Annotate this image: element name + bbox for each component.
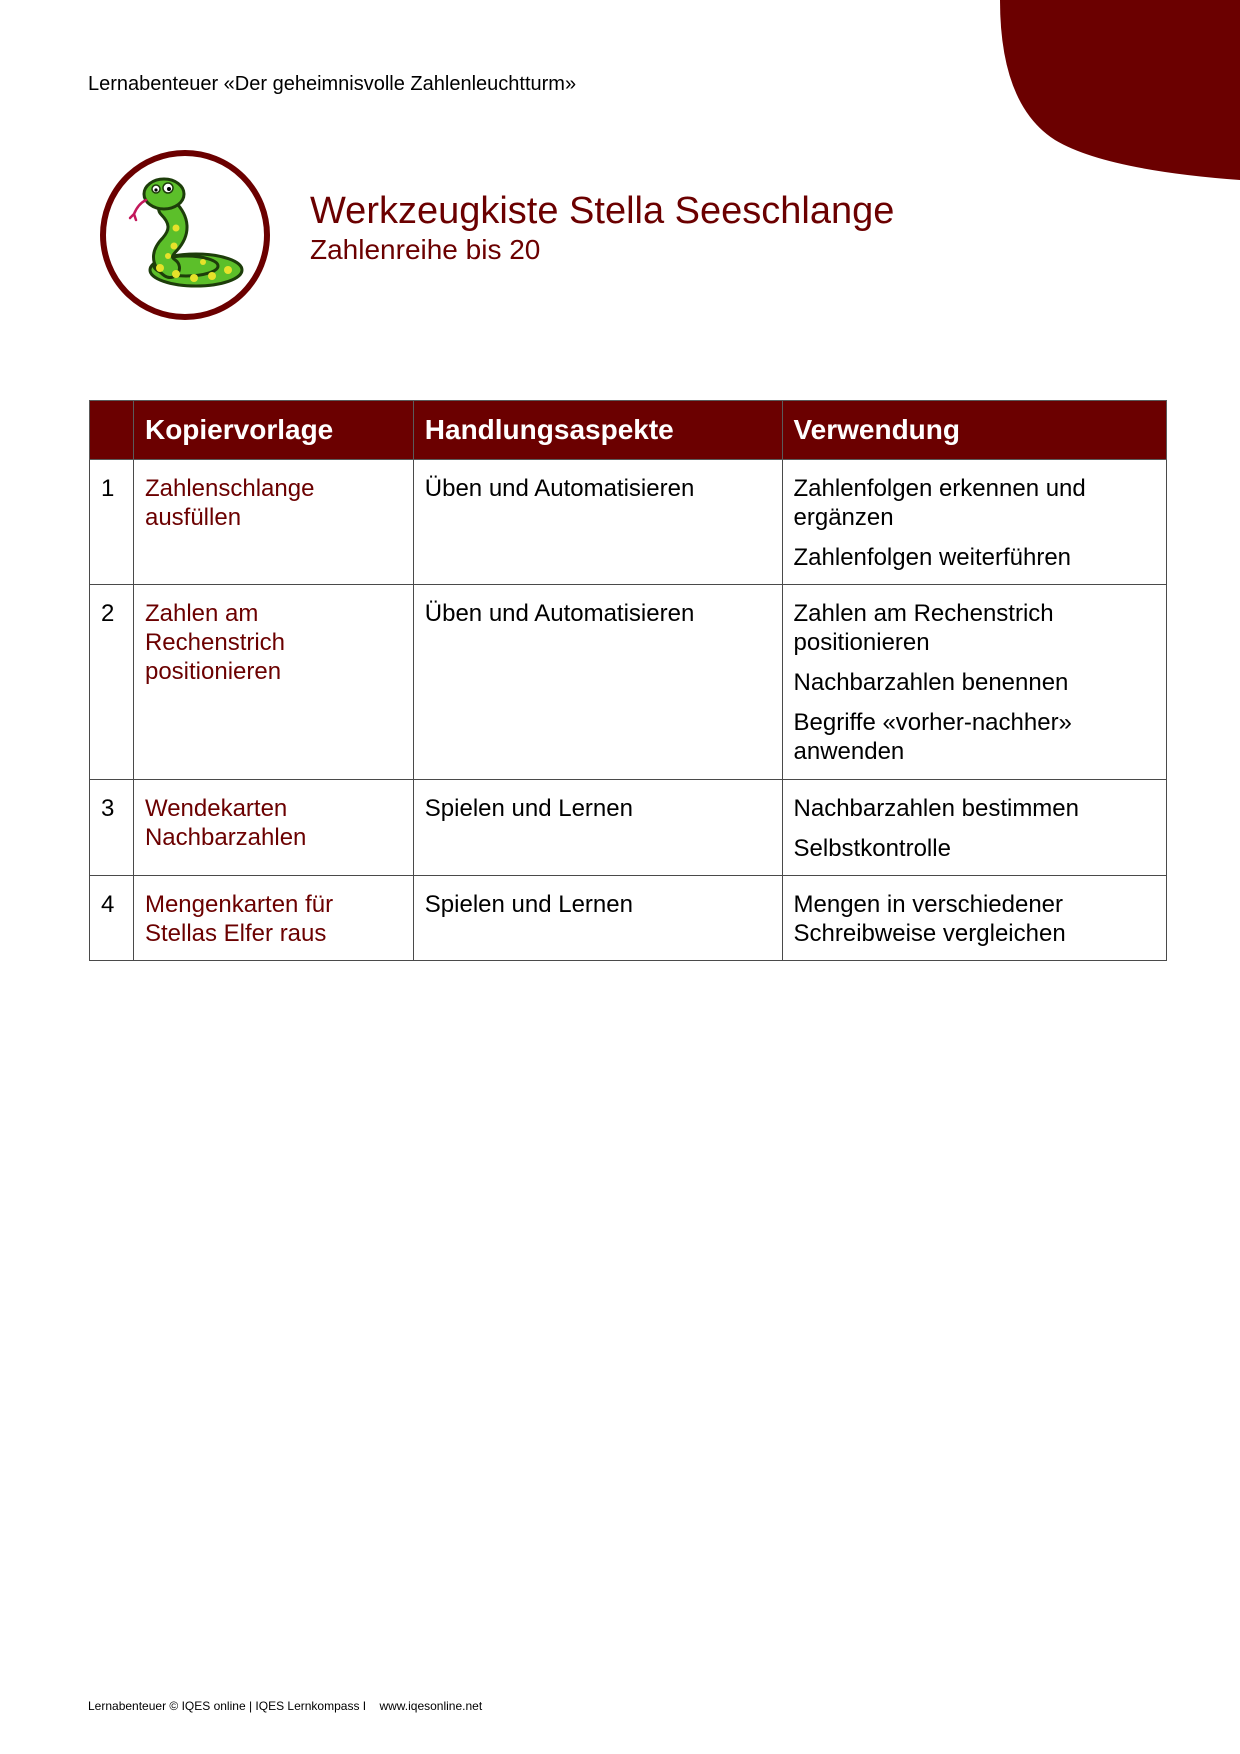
column-header-aspects: Handlungsaspekte	[413, 401, 782, 460]
usage-cell	[782, 460, 1166, 585]
table-row	[90, 876, 1167, 961]
row-number: 1	[90, 460, 134, 585]
column-header-usage: Verwendung	[782, 401, 1166, 460]
usage-item: Mengen in verschiedener Schreibweise vergleichen	[793, 891, 1066, 947]
template-name: Zahlenschlange ausfüllen	[133, 460, 413, 585]
document-header: Lernabenteuer «Der geheimnisvolle Zahlenleuchtturm»	[88, 73, 577, 95]
action-aspect: Üben und Automatisieren	[413, 585, 782, 780]
row-number: 3	[90, 780, 134, 876]
usage-item: Selbstkontrolle	[793, 835, 951, 862]
usage-item: Begriffe «vorher-nachher» anwenden	[793, 709, 1072, 765]
usage-cell	[782, 780, 1166, 876]
usage-cell	[782, 876, 1166, 961]
usage-item: Zahlenfolgen erkennen und ergänzen	[793, 475, 1086, 531]
usage-cell	[782, 585, 1166, 780]
table-row	[90, 780, 1167, 876]
table-header-row	[90, 401, 1167, 460]
usage-item: Zahlen am Rechenstrich positionieren	[793, 600, 1054, 656]
table-row	[90, 460, 1167, 585]
usage-item: Nachbarzahlen bestimmen	[793, 795, 1079, 822]
row-number: 2	[90, 585, 134, 780]
column-header-template: Kopiervorlage	[133, 401, 413, 460]
template-name: Wendekarten Nachbarzahlen	[133, 780, 413, 876]
page-title: Werkzeugkiste Stella Seeschlange	[310, 190, 895, 232]
usage-item: Nachbarzahlen benennen	[793, 669, 1069, 696]
page-subtitle: Zahlenreihe bis 20	[310, 234, 541, 265]
snake-icon	[98, 148, 272, 322]
action-aspect: Spielen und Lernen	[413, 780, 782, 876]
tool-table	[89, 400, 1167, 961]
template-name: Mengenkarten für Stellas Elfer raus	[133, 876, 413, 961]
table-row	[90, 585, 1167, 780]
action-aspect: Üben und Automatisieren	[413, 460, 782, 585]
row-number: 4	[90, 876, 134, 961]
template-name: Zahlen am Rechenstrich positionieren	[133, 585, 413, 780]
page-footer: Lernabenteuer © IQES online | IQES Lernkompass I www.iqesonline.net	[88, 1699, 483, 1713]
column-header-number	[90, 401, 134, 460]
action-aspect: Spielen und Lernen	[413, 876, 782, 961]
usage-item: Zahlenfolgen weiterführen	[793, 544, 1072, 571]
corner-decoration	[1000, 0, 1240, 185]
